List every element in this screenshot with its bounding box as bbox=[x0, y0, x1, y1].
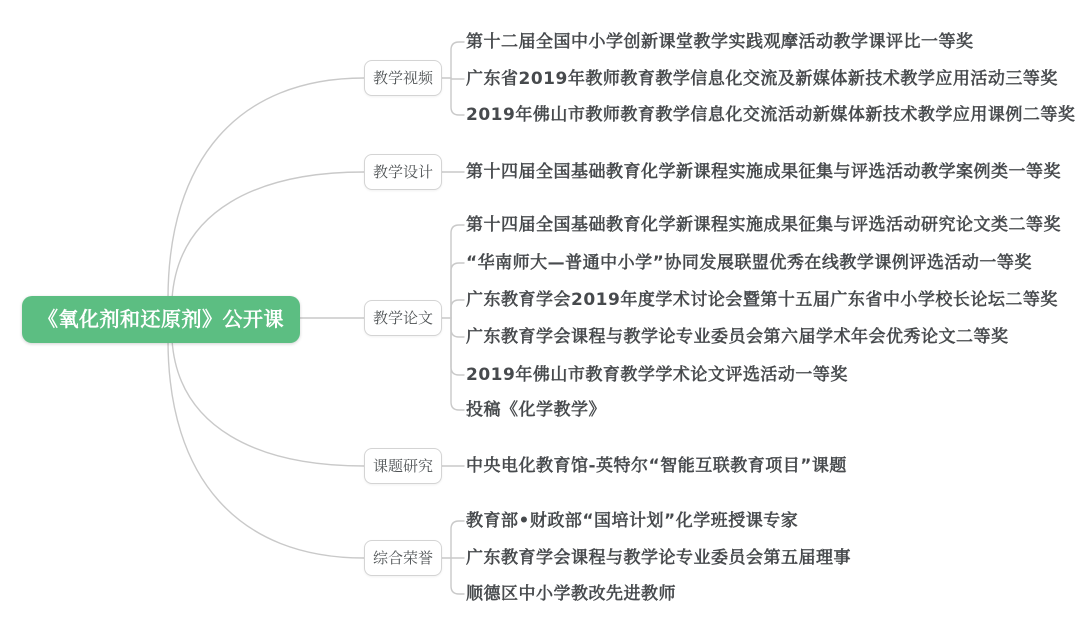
leaf-item[interactable]: 第十二届全国中小学创新课堂教学实践观摩活动教学课评比一等奖 bbox=[466, 32, 974, 52]
connector-central-to-branch-5 bbox=[168, 340, 364, 558]
leaf-item[interactable]: 中央电化教育馆-英特尔“智能互联教育项目”课题 bbox=[466, 456, 847, 476]
leaf-item[interactable]: 第十四届全国基础教育化学新课程实施成果征集与评选活动研究论文类二等奖 bbox=[466, 215, 1061, 235]
connector-branch3-leaf4 bbox=[451, 318, 464, 337]
connector-branch5-leaf1 bbox=[451, 521, 464, 558]
leaf-item[interactable]: 广东省2019年教师教育教学信息化交流及新媒体新技术教学应用活动三等奖 bbox=[466, 69, 1058, 89]
leaf-item[interactable]: 广东教育学会课程与教学论专业委员会第六届学术年会优秀论文二等奖 bbox=[466, 327, 1009, 347]
branch-node-general-honors[interactable]: 综合荣誉 bbox=[364, 540, 442, 576]
connector-branch1-leaf3 bbox=[451, 78, 464, 115]
connector-branch3-leaf3 bbox=[451, 300, 464, 318]
connector-branch3-leaf2 bbox=[451, 263, 464, 318]
leaf-item[interactable]: 第十四届全国基础教育化学新课程实施成果征集与评选活动教学案例类一等奖 bbox=[466, 162, 1061, 182]
branch-node-teaching-video[interactable]: 教学视频 bbox=[364, 60, 442, 96]
branch-node-research-projects[interactable]: 课题研究 bbox=[364, 448, 442, 484]
connector-branch3-leaf1 bbox=[451, 225, 464, 318]
connector-branch5-leaf3 bbox=[451, 558, 464, 594]
leaf-item[interactable]: 广东教育学会课程与教学论专业委员会第五届理事 bbox=[466, 548, 851, 568]
connector-central-to-branch-4 bbox=[172, 340, 364, 466]
connector-central-to-branch-1 bbox=[168, 78, 364, 299]
leaf-item[interactable]: 顺德区中小学教改先进教师 bbox=[466, 584, 676, 604]
connector-central-to-branch-2 bbox=[172, 172, 364, 299]
branch-node-teaching-papers[interactable]: 教学论文 bbox=[364, 300, 442, 336]
connector-branch3-leaf6 bbox=[451, 318, 464, 410]
connector-branch3-leaf5 bbox=[451, 318, 464, 375]
leaf-item[interactable]: 2019年佛山市教育教学学术论文评选活动一等奖 bbox=[466, 365, 848, 385]
connector-branch1-leaf1 bbox=[451, 42, 464, 78]
leaf-item[interactable]: 2019年佛山市教师教育教学信息化交流活动新媒体新技术教学应用课例二等奖 bbox=[466, 105, 1076, 125]
branch-node-teaching-design[interactable]: 教学设计 bbox=[364, 154, 442, 190]
leaf-item[interactable]: 投稿《化学教学》 bbox=[466, 400, 606, 420]
leaf-item[interactable]: 教育部•财政部“国培计划”化学班授课专家 bbox=[466, 511, 799, 531]
leaf-item[interactable]: “华南师大—普通中小学”协同发展联盟优秀在线教学课例评选活动一等奖 bbox=[466, 253, 1032, 273]
leaf-item[interactable]: 广东教育学会2019年度学术讨论会暨第十五届广东省中小学校长论坛二等奖 bbox=[466, 290, 1058, 310]
central-topic-node[interactable]: 《氧化剂和还原剂》公开课 bbox=[22, 296, 300, 343]
